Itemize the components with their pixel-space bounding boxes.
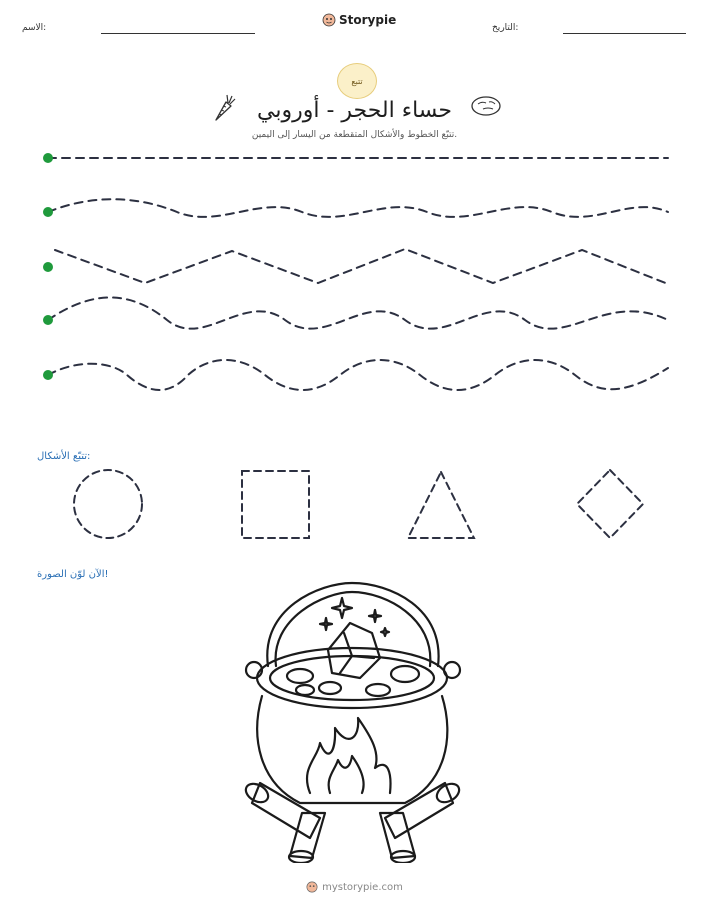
date-label: التاريخ: [492,23,519,33]
trace-square[interactable] [242,471,309,538]
start-dot [43,370,53,380]
tracing-shapes [0,460,709,550]
shapes-label: تتبّع الأشكال: [37,451,91,462]
start-dot [43,262,53,272]
footer-url[interactable]: mystorypie.com [322,881,403,893]
tracing-lines [0,0,709,420]
trace-badge: تتبع [337,63,377,99]
footer [0,881,709,893]
trace-circle[interactable] [74,470,142,538]
trace-triangle[interactable] [408,472,474,538]
storypie-logo-icon [306,881,318,893]
color-label: الآن لوّن الصورة! [37,569,109,580]
name-label: الاسم: [22,23,47,33]
start-dot [43,153,53,163]
start-dot [43,207,53,217]
brand-name: Storypie [339,13,397,27]
page-title: حساء الحجر - أوروبي [257,98,452,123]
trace-line-zigzag[interactable] [55,249,668,284]
trace-line-gentle-wave[interactable] [48,199,668,217]
page-instructions: تتبّع الخطوط والأشكال المتقطعة من اليسار إلى اليمين. [251,130,458,140]
start-dot [43,315,53,325]
trace-line-deep-wave[interactable] [48,360,668,390]
trace-line-wave[interactable] [48,298,668,329]
trace-diamond[interactable] [577,470,643,538]
cauldron-illustration[interactable] [240,578,465,863]
